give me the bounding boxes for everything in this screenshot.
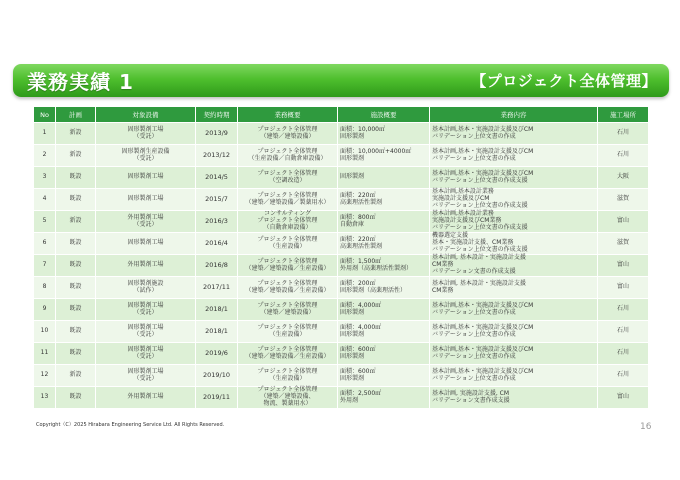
table-row xyxy=(34,255,649,277)
cell-plan: 新設 xyxy=(56,123,96,145)
cell-site: 石川 xyxy=(598,123,649,145)
table-row xyxy=(34,299,649,321)
cell-date: 2013/9 xyxy=(196,123,238,145)
cell-no: 3 xyxy=(34,167,56,189)
col-header-no: No xyxy=(34,107,56,123)
table-row xyxy=(34,123,649,145)
cell-date: 2019/11 xyxy=(196,387,238,409)
title-banner xyxy=(13,64,669,97)
cell-site: 石川 xyxy=(598,299,649,321)
cell-summary: プロジェクト全体管理 （建築／建築設備／生産設備） xyxy=(238,255,338,277)
cell-plan: 新設 xyxy=(56,145,96,167)
table-row xyxy=(34,189,649,211)
col-header-summary: 業務概要 xyxy=(238,107,338,123)
cell-facility: 固形製剤工場 （受託） xyxy=(96,365,196,387)
page-title: 業務実績 1 xyxy=(27,70,134,94)
cell-date: 2014/5 xyxy=(196,167,238,189)
cell-summary: プロジェクト全体管理 （建築／建築設備、 物流、製薬用水） xyxy=(238,387,338,409)
cell-summary: プロジェクト全体管理 （生産設備） xyxy=(238,365,338,387)
cell-content: 基本計画,基本・実施設計支援及びCM バリデーション上位文書の作成 xyxy=(430,365,598,387)
col-header-site: 施工場所 xyxy=(598,107,649,123)
col-header-date: 契約時期 xyxy=(196,107,238,123)
cell-date: 2019/10 xyxy=(196,365,238,387)
cell-site: 石川 xyxy=(598,145,649,167)
cell-summary: プロジェクト全体管理 （生産設備／自動倉庫設備） xyxy=(238,145,338,167)
table-body xyxy=(34,123,649,409)
cell-content: 機器選定支援 基本・実施設計支援、CM業務 バリデーション上位文書の作成支援 xyxy=(430,233,598,255)
cell-summary: プロジェクト全体管理 （空調改造） xyxy=(238,167,338,189)
table-row xyxy=(34,211,649,233)
cell-plan: 既設 xyxy=(56,387,96,409)
table-row xyxy=(34,365,649,387)
cell-plan: 既設 xyxy=(56,299,96,321)
cell-content: 基本計画,基本・実施設計支援及びCM バリデーション上位文書の作成 xyxy=(430,145,598,167)
cell-facility: 固形製剤工場 xyxy=(96,233,196,255)
cell-summary: コンサルティング プロジェクト全体管理 （自動倉庫設備） xyxy=(238,211,338,233)
cell-facility: 固形製剤工場 （受託） xyxy=(96,321,196,343)
cell-outline: 面積：220㎡ 高薬理活性製剤 xyxy=(338,189,430,211)
table-row xyxy=(34,145,649,167)
table-row xyxy=(34,321,649,343)
cell-site: 石川 xyxy=(598,321,649,343)
cell-facility: 固形製剤工場 （受託） xyxy=(96,343,196,365)
cell-date: 2015/7 xyxy=(196,189,238,211)
cell-plan: 既設 xyxy=(56,343,96,365)
cell-outline: 面積：200㎡ 固形製剤（高薬理活性） xyxy=(338,277,430,299)
cell-plan: 既設 xyxy=(56,255,96,277)
cell-outline: 面積：10,000㎡ 固形製剤 xyxy=(338,123,430,145)
col-header-plan: 計画 xyxy=(56,107,96,123)
cell-date: 2019/6 xyxy=(196,343,238,365)
cell-plan: 新設 xyxy=(56,211,96,233)
cell-content: 基本計画, 基本設計・実施設計支援 CM業務 xyxy=(430,277,598,299)
cell-plan: 既設 xyxy=(56,189,96,211)
cell-no: 6 xyxy=(34,233,56,255)
cell-summary: プロジェクト全体管理 （建築／建築設備） xyxy=(238,299,338,321)
cell-site: 石川 xyxy=(598,365,649,387)
cell-content: 基本計画,基本・実施設計支援及びCM バリデーション上位文書の作成 xyxy=(430,321,598,343)
cell-summary: プロジェクト全体管理 （生産設備） xyxy=(238,233,338,255)
cell-facility: 固形製剤生産設備 （受託） xyxy=(96,145,196,167)
cell-site: 大阪 xyxy=(598,167,649,189)
cell-facility: 固形製剤工場 （受託） xyxy=(96,123,196,145)
cell-facility: 外用製剤工場 xyxy=(96,255,196,277)
cell-outline: 面積：10,000㎡+4000㎡ 固形製剤 xyxy=(338,145,430,167)
col-header-content: 業務内容 xyxy=(430,107,598,123)
cell-plan: 既設 xyxy=(56,233,96,255)
cell-outline: 面積：600㎡ 固形製剤 xyxy=(338,343,430,365)
cell-content: 基本計画,基本・実施設計支援及びCM バリデーション上位文書の作成 xyxy=(430,343,598,365)
achievements-table xyxy=(33,106,649,409)
page-subtitle: 【プロジェクト全体管理】 xyxy=(471,72,657,90)
col-header-facility: 対象設備 xyxy=(96,107,196,123)
cell-outline: 面積：220㎡ 高薬理活性製剤 xyxy=(338,233,430,255)
cell-no: 1 xyxy=(34,123,56,145)
cell-date: 2016/4 xyxy=(196,233,238,255)
cell-facility: 固形製剤工場 （受託） xyxy=(96,299,196,321)
cell-site: 富山 xyxy=(598,387,649,409)
cell-outline: 面積：600㎡ 固形製剤 xyxy=(338,365,430,387)
cell-content: 基本計画, 基本設計・実施設計支援 CM業務 バリデーション文書の作成支援 xyxy=(430,255,598,277)
cell-date: 2016/8 xyxy=(196,255,238,277)
cell-outline: 面積：4,000㎡ 固形製剤 xyxy=(338,299,430,321)
cell-plan: 既設 xyxy=(56,277,96,299)
cell-site: 富山 xyxy=(598,255,649,277)
cell-outline: 面積：800㎡ 自動倉庫 xyxy=(338,211,430,233)
cell-no: 12 xyxy=(34,365,56,387)
cell-content: 基本計画, 実施設計支援, CM バリデーション文書作成支援 xyxy=(430,387,598,409)
cell-no: 8 xyxy=(34,277,56,299)
table-row xyxy=(34,233,649,255)
cell-no: 5 xyxy=(34,211,56,233)
cell-site: 石川 xyxy=(598,343,649,365)
cell-content: 基本計画,基本設計業務 実施設計支援及びCM業務 バリデーション上位文書の作成支援 xyxy=(430,211,598,233)
cell-facility: 固形製剤工場 xyxy=(96,167,196,189)
cell-content: 基本計画,基本設計業務 実施設計支援及びCM バリデーション上位文書の作成支援 xyxy=(430,189,598,211)
table-row xyxy=(34,343,649,365)
table-row xyxy=(34,167,649,189)
cell-no: 13 xyxy=(34,387,56,409)
cell-no: 7 xyxy=(34,255,56,277)
table-row xyxy=(34,277,649,299)
cell-date: 2017/11 xyxy=(196,277,238,299)
cell-no: 9 xyxy=(34,299,56,321)
cell-date: 2018/1 xyxy=(196,299,238,321)
cell-summary: プロジェクト全体管理 （生産設備） xyxy=(238,321,338,343)
cell-outline: 面積：2,500㎡ 外用剤 xyxy=(338,387,430,409)
cell-no: 10 xyxy=(34,321,56,343)
col-header-outline: 施設概要 xyxy=(338,107,430,123)
cell-date: 2013/12 xyxy=(196,145,238,167)
cell-site: 富山 xyxy=(598,277,649,299)
cell-no: 4 xyxy=(34,189,56,211)
page-number: 16 xyxy=(640,422,652,432)
cell-site: 富山 xyxy=(598,211,649,233)
cell-summary: プロジェクト全体管理 （建築／建築設備／生産設備） xyxy=(238,343,338,365)
cell-facility: 外用製剤工場 （受託） xyxy=(96,211,196,233)
cell-facility: 固形製剤工場 xyxy=(96,189,196,211)
cell-summary: プロジェクト全体管理 （建築／建築設備） xyxy=(238,123,338,145)
cell-outline: 固形製剤 xyxy=(338,167,430,189)
cell-summary: プロジェクト全体管理 （建築／建築設備／製薬用水） xyxy=(238,189,338,211)
cell-date: 2016/3 xyxy=(196,211,238,233)
cell-no: 2 xyxy=(34,145,56,167)
cell-plan: 既設 xyxy=(56,167,96,189)
cell-content: 基本計画,基本・実施設計支援及びCM バリデーション上位文書の作成 xyxy=(430,299,598,321)
cell-outline: 面積：1,500㎡ 外用剤（高薬理活性製剤） xyxy=(338,255,430,277)
cell-outline: 面積：4,000㎡ 固形製剤 xyxy=(338,321,430,343)
table-row xyxy=(34,387,649,409)
cell-content: 基本計画,基本・実施設計支援及びCM バリデーション上位文書の作成支援 xyxy=(430,167,598,189)
cell-summary: プロジェクト全体管理 （建築／建築設備／生産設備） xyxy=(238,277,338,299)
cell-plan: 既設 xyxy=(56,321,96,343)
table-header xyxy=(34,107,649,123)
cell-site: 滋賀 xyxy=(598,189,649,211)
cell-content: 基本計画,基本・実施設計支援及びCM バリデーション上位文書の作成 xyxy=(430,123,598,145)
cell-facility: 固形製剤施設 （試作） xyxy=(96,277,196,299)
cell-no: 11 xyxy=(34,343,56,365)
cell-plan: 新設 xyxy=(56,365,96,387)
copyright-footer: Copyright（C）2025 Hirabara Engineering Service Ltd. All Rights Reserved. xyxy=(36,422,225,428)
cell-site: 滋賀 xyxy=(598,233,649,255)
cell-date: 2018/1 xyxy=(196,321,238,343)
cell-facility: 外用製剤工場 xyxy=(96,387,196,409)
